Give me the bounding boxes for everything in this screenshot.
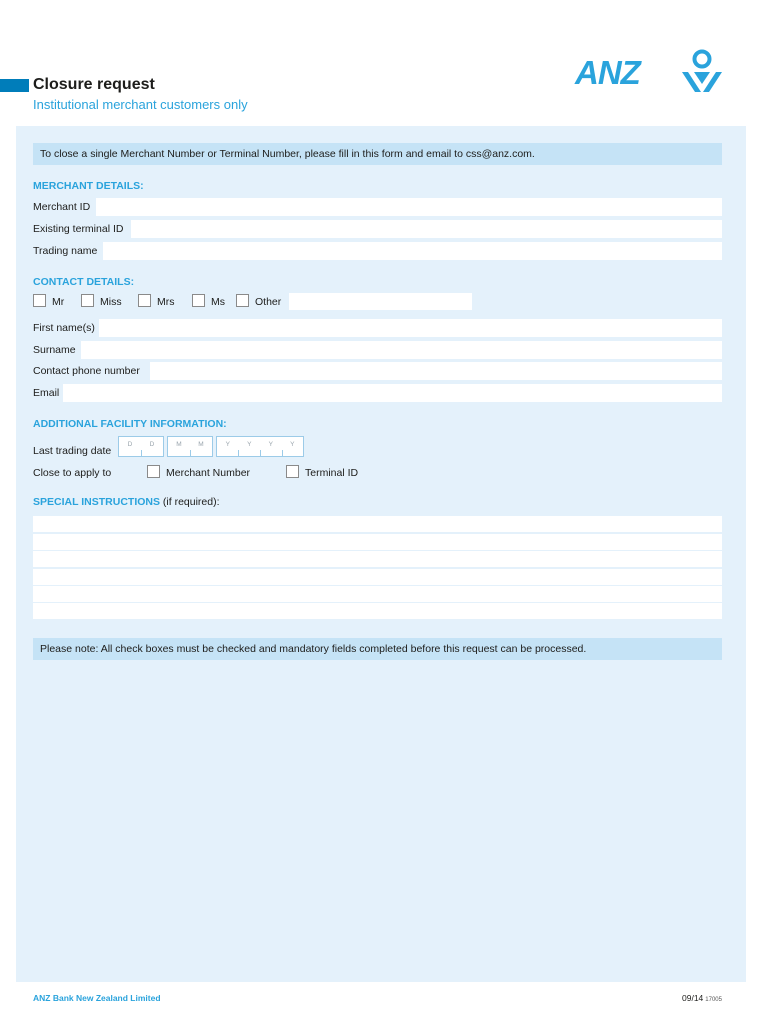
footer-version [682,993,722,1003]
salutation-mrs-label: Mrs [157,296,175,308]
terminal-id-row [33,220,722,238]
footer-code: 17005 [705,997,722,1003]
year-digit-4: Y [290,441,295,448]
logo-wordmark: ANZ [575,54,640,91]
salutation-ms-checkbox[interactable] [192,294,205,307]
salutation-mrs-checkbox[interactable] [138,294,151,307]
month-digit-1: M [176,441,182,448]
first-name-row [33,319,722,337]
special-instructions-heading [33,496,220,508]
special-instructions-line-6[interactable] [33,603,722,619]
first-name-label: First name(s) [33,322,95,334]
surname-row [33,341,722,359]
year-digit-1: Y [225,441,230,448]
date-month-field[interactable] [167,436,213,457]
anz-people-icon [679,48,725,94]
merchant-id-row [33,198,722,216]
merchant-id-field[interactable] [96,198,722,216]
footer-date: 09/14 [682,993,704,1003]
close-to-apply-label: Close to apply to [33,467,112,479]
merchant-number-label: Merchant Number [166,467,251,479]
anz-logo [575,48,725,96]
special-instructions-line-4[interactable] [33,569,722,585]
special-instructions-title: SPECIAL INSTRUCTIONS [33,496,160,508]
merchant-number-checkbox[interactable] [147,465,160,478]
email-label: Email [33,387,60,399]
year-digit-2: Y [247,441,252,448]
salutation-ms-label: Ms [211,296,225,308]
special-instructions-line-3[interactable] [33,551,722,567]
phone-field[interactable] [150,362,722,380]
special-instructions-line-5[interactable] [33,586,722,602]
special-instructions-line-1[interactable] [33,516,722,532]
salutation-mr-label: Mr [52,296,65,308]
phone-label: Contact phone number [33,365,140,377]
salutation-mr-checkbox[interactable] [33,294,46,307]
footer-company: ANZ Bank New Zealand Limited [33,993,161,1003]
terminal-id-option-label: Terminal ID [305,467,359,479]
trading-name-label: Trading name [33,245,98,257]
month-digit-2: M [198,441,204,448]
additional-facility-heading: ADDITIONAL FACILITY INFORMATION: [33,418,227,430]
date-divider [238,450,239,456]
page-title: Closure request [33,76,155,93]
date-day-field[interactable] [118,436,164,457]
merchant-details-heading: MERCHANT DETAILS: [33,180,144,192]
trading-name-row [33,242,722,260]
terminal-id-field[interactable] [131,220,722,238]
date-year-field[interactable] [216,436,304,457]
last-trading-date-label: Last trading date [33,445,112,457]
salutation-other-field[interactable] [289,293,472,310]
page-subtitle: Institutional merchant customers only [33,97,248,112]
date-divider [282,450,283,456]
contact-details-heading: CONTACT DETAILS: [33,276,135,288]
salutation-other-label: Other [255,296,282,308]
phone-row [33,362,722,380]
terminal-id-checkbox[interactable] [286,465,299,478]
special-instructions-line-2[interactable] [33,534,722,550]
day-digit-2: D [149,441,155,448]
date-divider [190,450,191,456]
year-digit-3: Y [268,441,273,448]
special-instructions-suffix: (if required): [162,496,220,508]
trading-name-field[interactable] [103,242,722,260]
day-digit-1: D [127,441,133,448]
terminal-id-label: Existing terminal ID [33,223,124,235]
date-divider [260,450,261,456]
email-row [33,384,722,402]
merchant-id-label: Merchant ID [33,201,91,213]
surname-label: Surname [33,344,76,356]
salutation-miss-checkbox[interactable] [81,294,94,307]
title-accent-bar [0,79,29,92]
please-note: Please note: All check boxes must be checked and mandatory fields completed before this request can be processed. [33,638,722,660]
surname-field[interactable] [81,341,722,359]
email-field[interactable] [63,384,722,402]
intro-note: To close a single Merchant Number or Terminal Number, please fill in this form and email to css@anz.com. [33,143,722,165]
date-divider [141,450,142,456]
salutation-other-checkbox[interactable] [236,294,249,307]
salutation-miss-label: Miss [100,296,122,308]
first-name-field[interactable] [99,319,722,337]
